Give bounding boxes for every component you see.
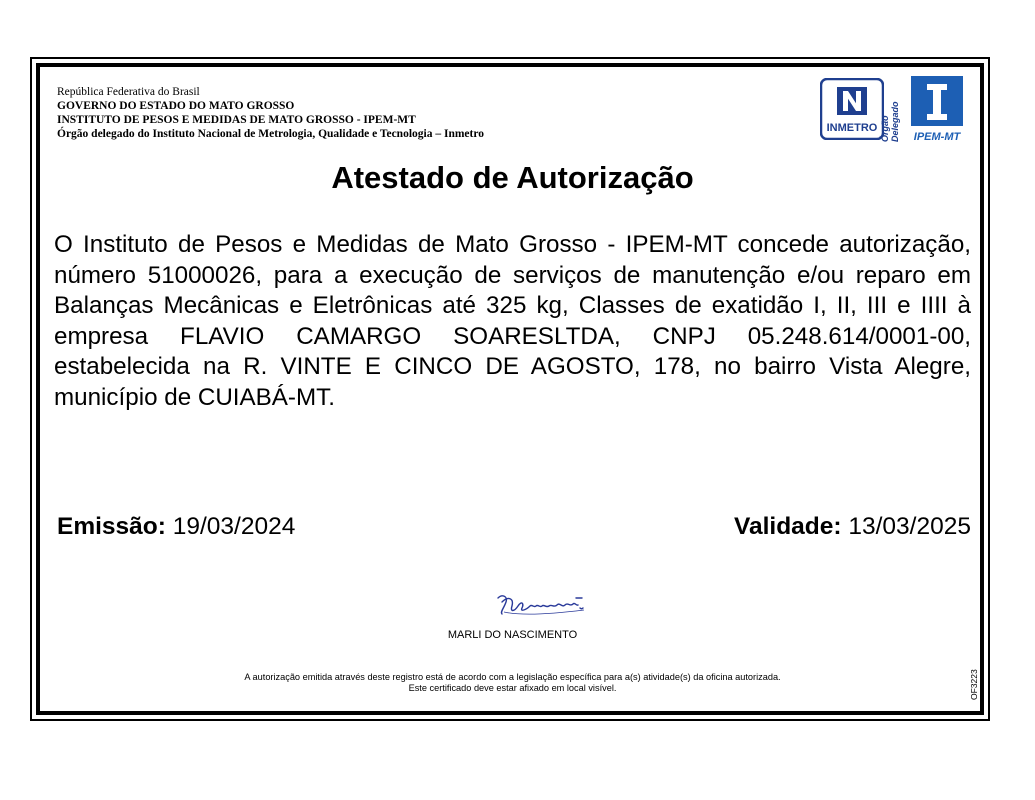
footer-display-note: Este certificado deve estar afixado em local visível. bbox=[408, 683, 617, 693]
issuer-header bbox=[57, 85, 484, 141]
authorization-text: O Instituto de Pesos e Medidas de Mato Grosso - IPEM-MT concede autorização, número 51000026, para a execução de serviços de manutenção e/ou reparo em Balanças Mecânicas e Eletrônicas até 325 kg, Classes de exatidão I, II, III e IIII à empresa FLAVIO CAMARGO SOARESLTDA, CNPJ 05.248.614/0001-00, estabelecida na R. VINTE E CINCO DE AGOSTO, 178, no bairro Vista Alegre, município de CUIABÁ-MT. bbox=[54, 231, 971, 411]
issue-date-label: Emissão: bbox=[57, 513, 166, 540]
svg-text:Órgão: Órgão bbox=[880, 115, 890, 142]
svg-text:IPEM-MT: IPEM-MT bbox=[913, 131, 961, 143]
legal-footer bbox=[0, 672, 1025, 694]
header-government: GOVERNO DO ESTADO DO MATO GROSSO bbox=[57, 100, 295, 112]
header-institute: INSTITUTO DE PESOS E MEDIDAS DE MATO GROSSO - IPEM-MT bbox=[57, 114, 416, 126]
issue-date-value: 19/03/2024 bbox=[172, 513, 296, 540]
issue-date bbox=[57, 513, 295, 541]
form-code: OF3223 bbox=[969, 669, 979, 700]
validity-date bbox=[734, 513, 971, 541]
orgao-delegado-mark bbox=[878, 90, 900, 144]
header-republic: República Federativa do Brasil bbox=[57, 86, 200, 98]
ipem-mt-logo bbox=[905, 74, 969, 144]
svg-text:INMETRO: INMETRO bbox=[826, 122, 878, 134]
footer-legislation-note: A autorização emitida através deste registro está de acordo com a legislação específica para a(s) atividade(s) da oficina autorizada. bbox=[244, 672, 781, 682]
validity-date-value: 13/03/2025 bbox=[848, 513, 971, 540]
handwritten-signature bbox=[492, 588, 592, 620]
document-title: Atestado de Autorização bbox=[331, 160, 694, 195]
header-delegation: Órgão delegado do Instituto Nacional de Metrologia, Qualidade e Tecnologia – Inmetro bbox=[57, 128, 484, 140]
inmetro-logo bbox=[820, 78, 884, 140]
validity-date-label: Validade: bbox=[733, 513, 842, 540]
svg-text:Delegado: Delegado bbox=[890, 101, 900, 142]
signer-name: MARLI DO NASCIMENTO bbox=[447, 629, 578, 641]
